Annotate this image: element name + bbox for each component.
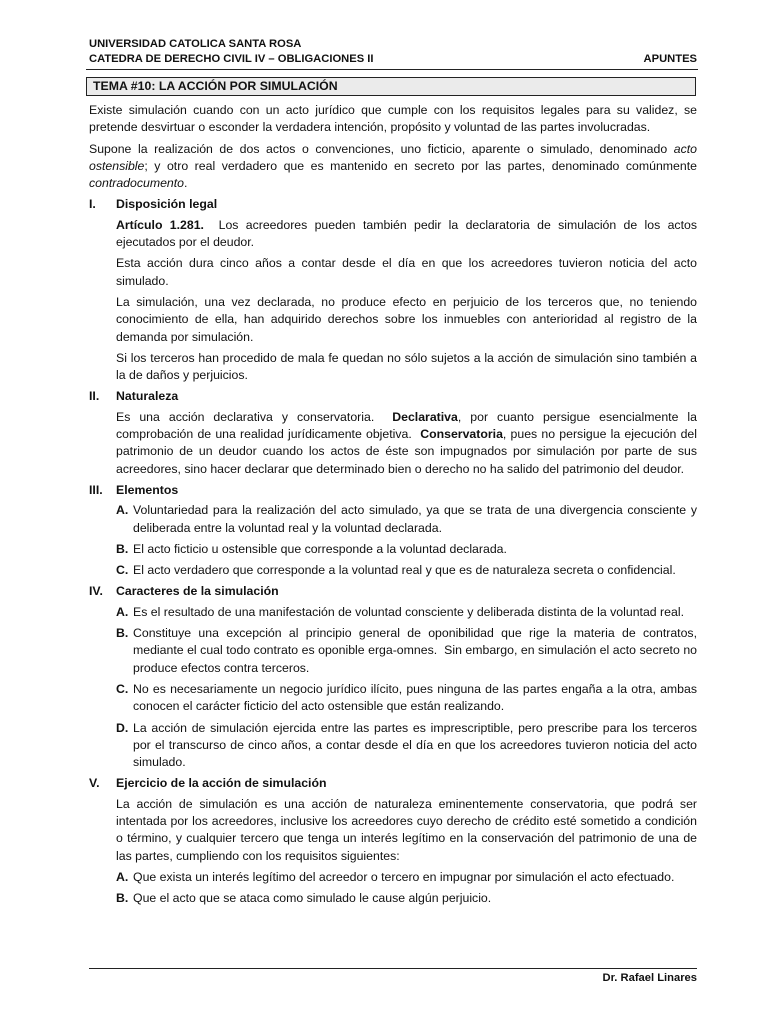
list-text: Que el acto que se ataca como simulado le cause algún perjuicio. [133,891,492,906]
list-text: El acto verdadero que corresponde a la voluntad real y que es de naturaleza secreta o confidencial. [133,563,676,578]
list-letter: B. [116,626,129,641]
section-title: Elementos [116,482,179,497]
article-text: Los acreedores pueden también pedir la declaratoria de simulación de los actos ejecutados por el deudor. [116,217,701,250]
intro-paragraph-1: Existe simulación cuando con un acto jurídico que cumple con los requisitos legales para su validez, se pretende desvirtuar o esconder la verdadera intención, propósito y voluntad de las partes involucradas. [89,103,697,135]
section1-paragraph-2: Esta acción dura cinco años a contar desde el día en que los acreedores tuvieron noticia del acto simulado. [116,256,697,288]
list-letter: C. [116,681,129,696]
list-letter: A. [116,869,129,884]
list-text: Constituye una excepción al principio general de oponibilidad que rige la materia de contratos, mediante el cual todo contrato es oponible erga-omnes. Sin embargo, en simulación el acto secreto no produce efectos contra terceros. [133,626,701,675]
list-letter: B. [116,891,129,906]
list-item [116,502,697,537]
list-letter: A. [116,503,129,518]
section-number: II. [89,389,100,404]
intro-text-c: ; y otro real verdadero que es mantenido en secreto por las partes, denominado comúnmente [144,158,697,173]
section1-paragraph-3: La simulación, una vez declarada, no produce efecto en perjuicio de los terceros que, no teniendo conocimiento de ella, han adquirido derechos sobre los inmuebles con anterioridad al registro de la demanda por simulación. [116,294,697,344]
exercise-paragraph: La acción de simulación es una acción de naturaleza eminentemente conservatoria, que podrá ser intentada por los acreedores, inclusive los acreedores cuyo derecho de crédito esté sometido a condición o término, y cualquier tercero que tenga un interés legítimo en la conservación del patrimonio de una de las partes, cumpliendo con los requisitos siguientes: [116,796,697,863]
section-body-2 [89,409,701,478]
list-item [116,720,697,772]
nature-term-conservatoria: Conservatoria [420,427,503,442]
header-divider [86,69,698,70]
footer-divider [89,968,697,969]
article-paragraph [116,217,701,252]
chair-name: CATEDRA DE DERECHO CIVIL IV – OBLIGACIONES II [89,53,374,65]
list-text: No es necesariamente un negocio jurídico ilícito, pues ninguna de las partes engaña a la otra, ambas conocen el carácter ficticio del acto ostensible que están realizando. [133,681,697,714]
nature-paragraph [116,409,701,478]
intro-text-e: . [184,176,188,191]
intro-term-acto-ostensible: acto ostensible [89,141,697,173]
list-text: Voluntariedad para la realización del acto simulado, ya que se trata de una divergencia consciente y deliberada entre la voluntad real y la voluntad declarada. [133,503,697,535]
list-letter: D. [116,720,129,735]
list-item [116,869,697,886]
list-letter: B. [116,541,129,556]
section-number: I. [89,197,96,212]
section-title: Naturaleza [116,389,179,404]
section-heading-5 [89,775,697,792]
intro-paragraph-2 [89,141,697,193]
section-body-1 [89,217,701,385]
list-letter: C. [116,563,129,578]
list-text: Que exista un interés legítimo del acreedor o tercero en impugnar por simulación el acto efectuado. [133,869,675,884]
university-name: UNIVERSIDAD CATOLICA SANTA ROSA [89,38,302,50]
section-title: Caracteres de la simulación [116,584,279,599]
list-item [116,890,697,907]
footer-author: Dr. Rafael Linares [602,972,697,984]
nature-text-1: Es una acción declarativa y conservatoria. [116,409,393,424]
nature-text-3: , pues no persigue la ejecución del patrimonio de un deudor cuando los actos de éste son impugnados por simulación por parte de sus acreedores, sino hacer declarar que determinado bien o derecho no ha salido del patrimonio del deudor. [116,427,701,476]
section-title: Disposición legal [116,197,218,212]
list-text: El acto ficticio u ostensible que corresponde a la voluntad declarada. [133,541,507,556]
section-title: Ejercicio de la acción de simulación [116,776,327,791]
list-item [116,562,697,579]
section-heading-1 [89,196,697,213]
list-item [116,541,697,558]
list-letter: A. [116,604,129,619]
list-text: Es el resultado de una manifestación de voluntad consciente y deliberada distinta de la voluntad real. [133,604,684,619]
article-label: Artículo 1.281. [116,217,204,232]
nature-term-declarativa: Declarativa [392,409,458,424]
section-heading-2 [89,388,697,405]
section-number: IV. [89,584,103,599]
list-item [116,625,701,677]
topic-title: TEMA #10: LA ACCIÓN POR SIMULACIÓN [86,77,696,96]
document-body [89,102,701,911]
section1-paragraph-4: Si los terceros han procedido de mala fe quedan no sólo sujetos a la acción de simulación sino también a la de daños y perjuicios. [116,350,697,383]
header-row [89,52,697,67]
intro-text-a: Supone la realización de dos actos o convenciones, uno ficticio, aparente o simulado, denominado [89,141,674,156]
section-heading-3 [89,482,697,499]
nature-text-2: , por cuanto persigue esencialmente la comprobación de una realidad jurídicamente objetiva. [116,409,701,442]
section-body-5 [89,796,697,865]
section-number: V. [89,776,100,791]
list-item [116,681,697,716]
section-heading-4 [89,583,697,600]
list-text: La acción de simulación ejercida entre las partes es imprescriptible, pero prescribe para los terceros por el transcurso de cinco años, a contar desde el día en que los acreedores tuvieron noticia del acto simulado. [133,720,697,770]
page-header [89,37,697,67]
intro-term-contradocumento: contradocumento [89,176,185,191]
section-number: III. [89,482,103,497]
notes-tag: APUNTES [643,53,697,65]
list-item [116,604,697,621]
